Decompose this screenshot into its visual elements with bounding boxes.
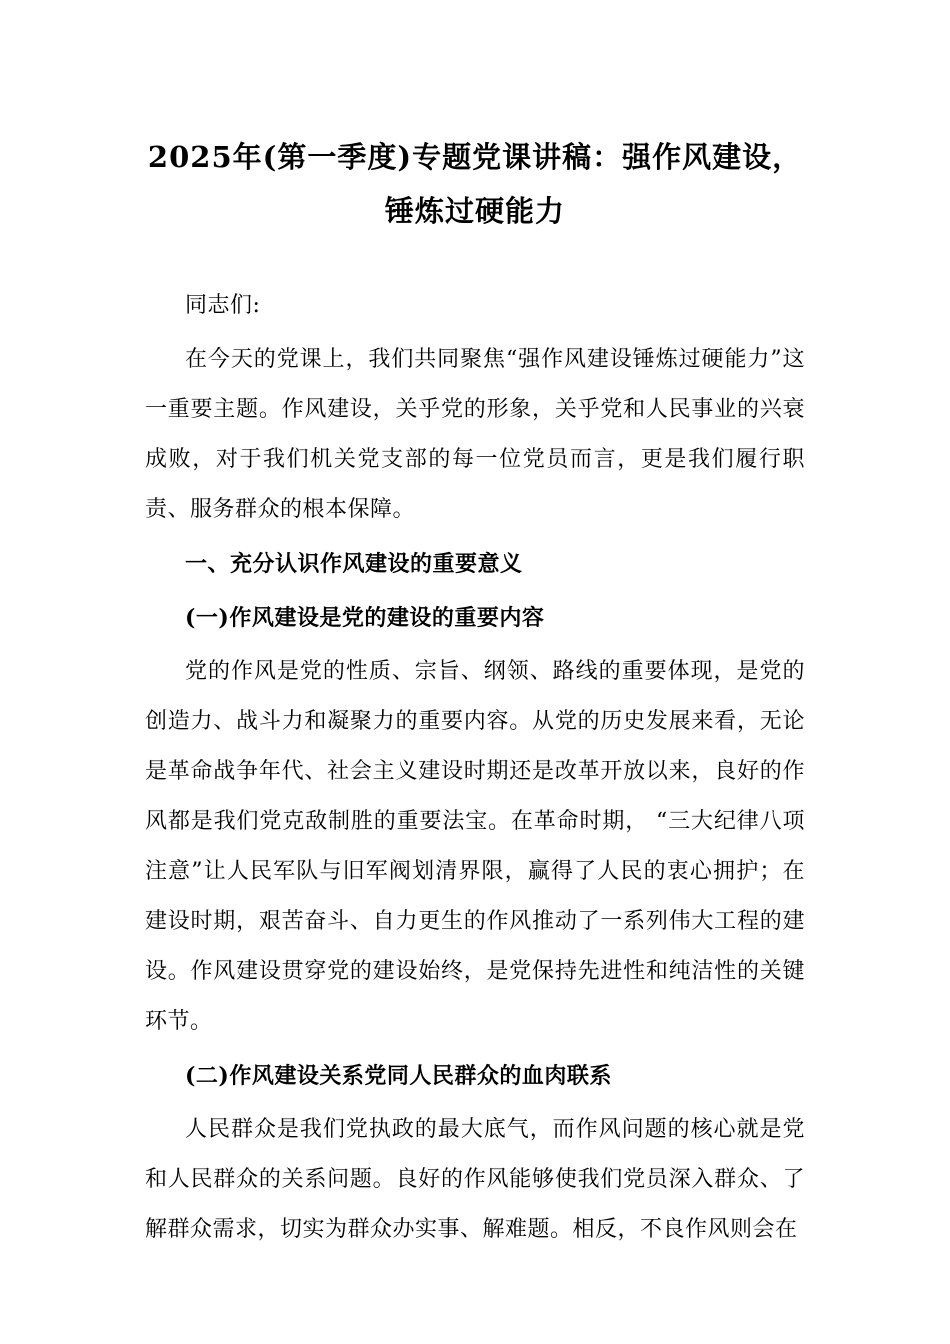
subsection-heading-2: (二)作风建设关系党同人民群众的血肉联系 bbox=[185, 1063, 612, 1089]
section-heading-1: 一、充分认识作风建设的重要意义 bbox=[185, 551, 523, 577]
salutation: 同志们: bbox=[185, 293, 261, 318]
document-body bbox=[145, 281, 805, 1259]
subsection-2-paragraph: 人民群众是我们党执政的最大底气，而作风问题的核心就是党和人民群众的关系问题。良好的作风能够使我们党员深入群众、了解群众需求，切实为群众办实事、解难题。相反，不良作风则会在 bbox=[145, 1117, 805, 1242]
subsection-1-paragraph: 党的作风是党的性质、宗旨、纲领、路线的重要体现，是党的创造力、战斗力和凝聚力的重要内容。从党的历史发展来看，无论是革命战争年代、社会主义建设时期还是改革开放以来，良好的作风都是我们党克敌制胜的重要法宝。在革命时期， “三大纪律八项注意”让人民军队与旧军阀划清界限，赢得了人民的衷心拥护；在建设时期，艰苦奋斗、自力更生的作风推动了一系列伟大工程的建设。作风建设贯穿党的建设始终，是党保持先进性和纯洁性的关键环节。 bbox=[145, 659, 805, 1034]
intro-paragraph: 在今天的党课上，我们共同聚焦“强作风建设锤炼过硬能力”这一重要主题。作风建设，关乎党的形象，关乎党和人民事业的兴衰成败，对于我们机关党支部的每一位党员而言，更是我们履行职责、服务群众的根本保障。 bbox=[145, 347, 805, 522]
subsection-heading-1: (一)作风建设是党的建设的重要内容 bbox=[185, 605, 545, 631]
document-title: 2025年(第一季度)专题党课讲稿：强作风建设，锤炼过硬能力 bbox=[147, 140, 803, 228]
